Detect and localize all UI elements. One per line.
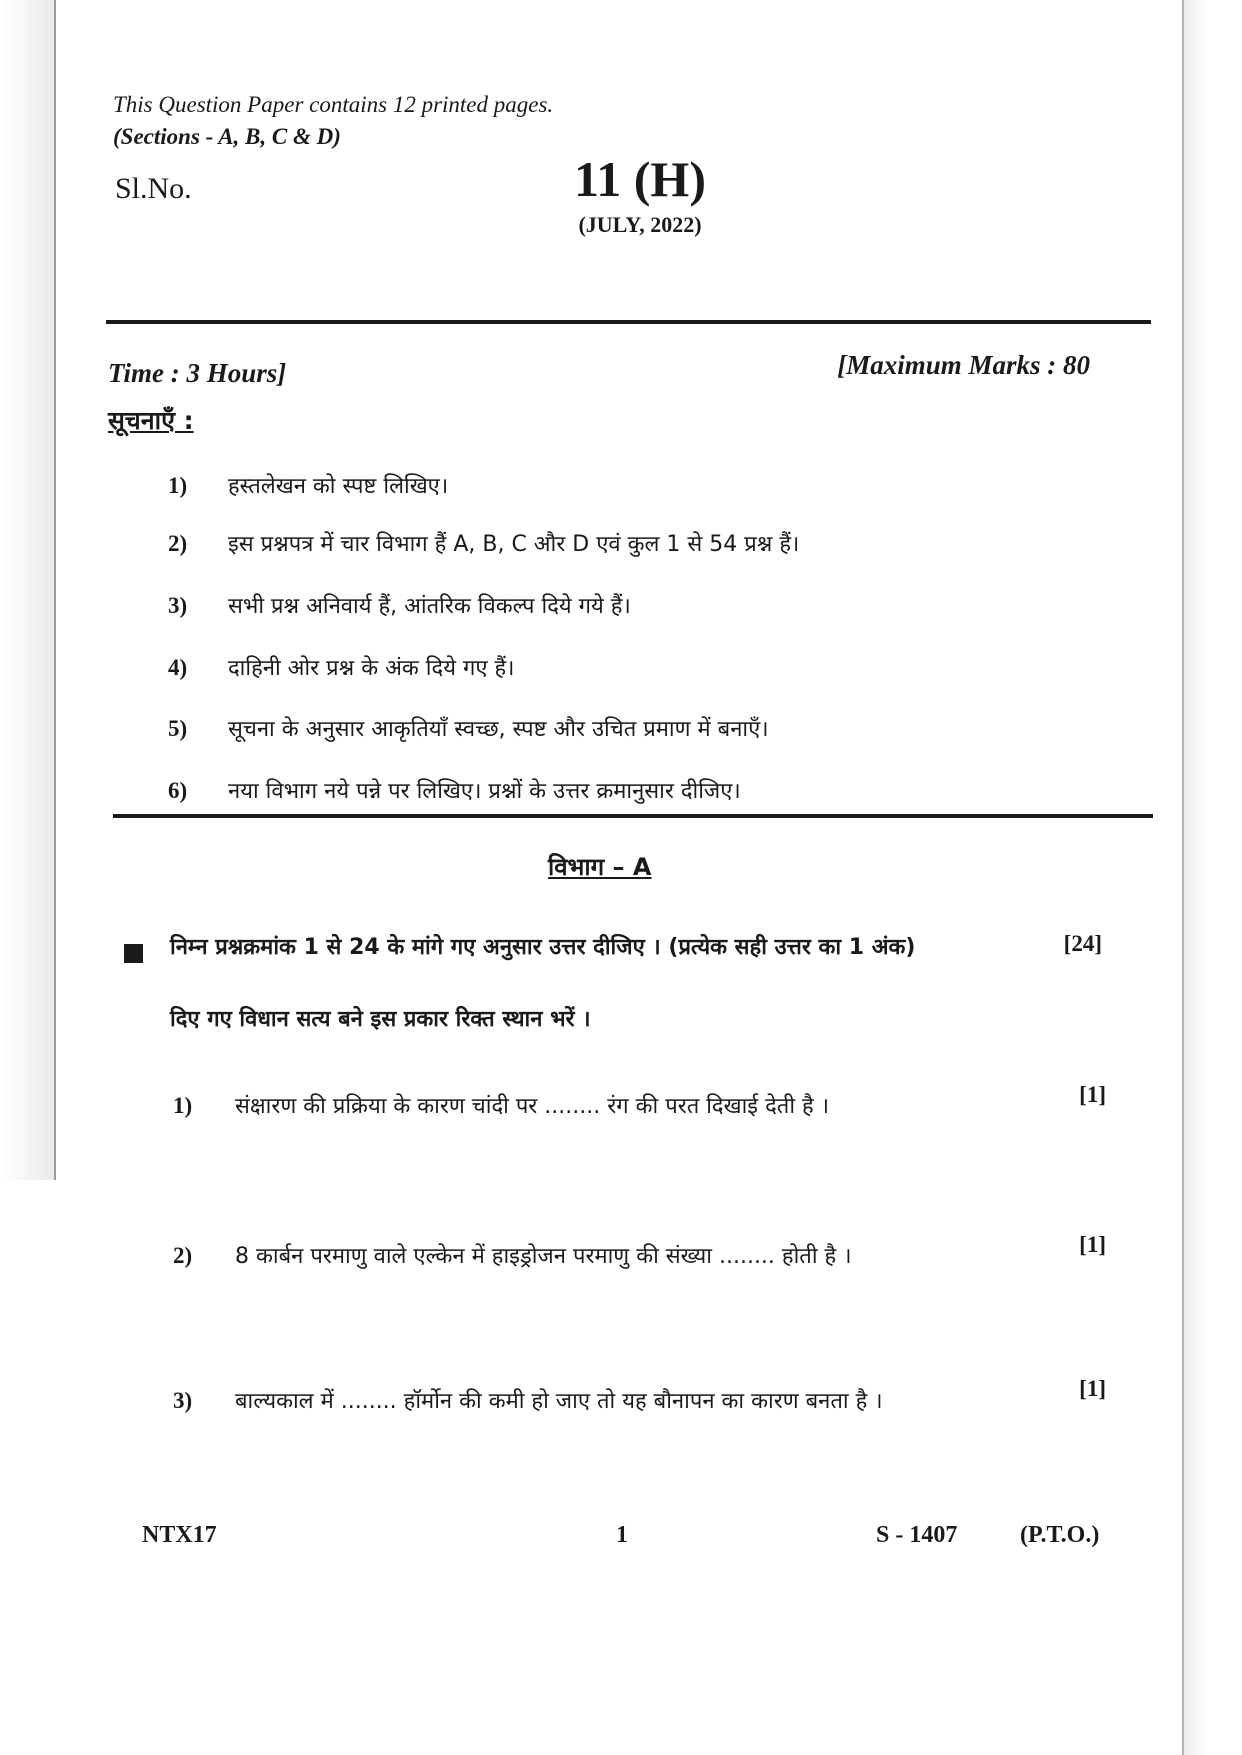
instruction-number: 5)	[168, 716, 188, 741]
instruction-item	[168, 775, 741, 805]
instruction-text: सभी प्रश्न अनिवार्य हैं, आंतरिक विकल्प दिये गये हैं।	[228, 594, 631, 619]
question-number: 1)	[173, 1093, 193, 1118]
question-paper-page	[58, 0, 1180, 1755]
pages-note: This Question Paper contains 12 printed pages.	[113, 92, 554, 117]
instruction-text: सूचना के अनुसार आकृतियाँ स्वच्छ, स्पष्ट और उचित प्रमाण में बनाएँ।	[228, 717, 769, 742]
maximum-marks: [Maximum Marks : 80	[837, 350, 1090, 380]
instruction-item	[168, 652, 515, 682]
question-marks: [1]	[1079, 1376, 1106, 1401]
question-text: संक्षारण की प्रक्रिया के कारण चांदी पर ........ रंग की परत दिखाई देती है ।	[235, 1094, 830, 1119]
instruction-text: हस्तलेखन को स्पष्ट लिखिए।	[228, 474, 449, 499]
instruction-item	[168, 528, 799, 558]
section-a-total-marks: [24]	[1063, 931, 1102, 956]
series-code: S - 1407	[876, 1522, 958, 1548]
serial-number-label: Sl.No.	[115, 172, 192, 205]
question-text: बाल्यकाल में ........ हॉर्मोन की कमी हो जाए तो यह बौनापन का कारण बनता है ।	[235, 1389, 883, 1414]
question-item	[173, 1240, 852, 1270]
page-number: 1	[616, 1522, 628, 1548]
fill-blanks-instruction: दिए गए विधान सत्य बने इस प्रकार रिक्त स्थान भरें ।	[170, 1007, 591, 1032]
paper-code: 11 (H)	[574, 151, 706, 207]
instruction-number: 2)	[168, 531, 188, 556]
instruction-text: नया विभाग नये पन्ने पर लिखिए। प्रश्नों के उत्तर क्रमानुसार दीजिए।	[228, 779, 741, 804]
footer-paper-code: NTX17	[142, 1522, 217, 1548]
instructions-heading: सूचनाएँ :	[108, 406, 194, 435]
exam-date: (JULY, 2022)	[578, 212, 702, 237]
header-divider	[106, 320, 1151, 324]
section-a-heading: विभाग – A	[548, 853, 652, 881]
scan-edge-left	[0, 0, 56, 1180]
square-bullet-icon	[124, 944, 143, 963]
question-number: 3)	[173, 1388, 193, 1413]
instruction-item	[168, 713, 769, 743]
instruction-number: 6)	[168, 778, 188, 803]
please-turn-over: (P.T.O.)	[1020, 1522, 1100, 1548]
instruction-item	[168, 470, 448, 500]
question-item	[173, 1090, 829, 1120]
instruction-number: 4)	[168, 655, 188, 680]
instruction-item	[168, 590, 631, 620]
question-number: 2)	[173, 1243, 193, 1268]
instruction-number: 3)	[168, 593, 188, 618]
question-item	[173, 1385, 883, 1415]
instruction-text: इस प्रश्नपत्र में चार विभाग हैं A, B, C और D एवं कुल 1 से 54 प्रश्न हैं।	[228, 532, 800, 557]
instructions-divider	[113, 814, 1153, 818]
instruction-number: 1)	[168, 473, 188, 498]
section-a-intro: निम्न प्रश्नक्रमांक 1 से 24 के मांगे गए अनुसार उत्तर दीजिए । (प्रत्येक सही उत्तर का 1 अंक)	[170, 935, 916, 960]
question-marks: [1]	[1079, 1232, 1106, 1257]
scan-edge-right	[1182, 0, 1242, 1755]
sections-note: (Sections - A, B, C & D)	[113, 124, 341, 149]
question-marks: [1]	[1079, 1082, 1106, 1107]
question-text: 8 कार्बन परमाणु वाले एल्केन में हाइड्रोजन परमाणु की संख्या ........ होती है ।	[235, 1244, 852, 1269]
time-allowed: Time : 3 Hours]	[108, 358, 287, 388]
instruction-text: दाहिनी ओर प्रश्न के अंक दिये गए हैं।	[228, 656, 515, 681]
